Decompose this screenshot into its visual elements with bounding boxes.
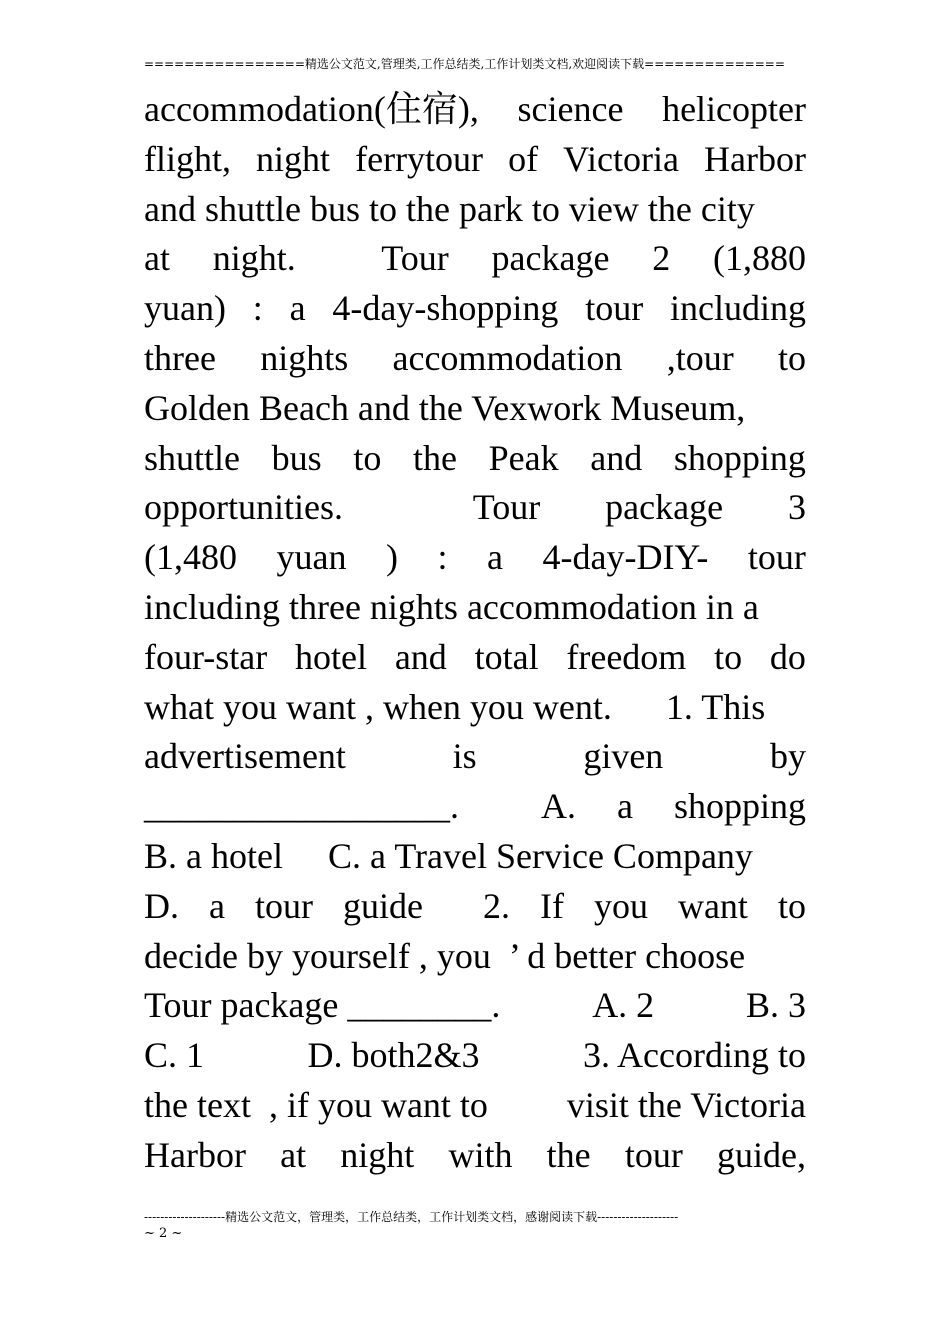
text-word: nights <box>260 337 349 378</box>
text-word: 3 <box>788 487 806 528</box>
text-word: night <box>256 138 331 179</box>
text-word: three <box>144 337 216 378</box>
text-line <box>144 135 806 185</box>
text-word: yuan) <box>144 288 226 329</box>
text-word: Tour <box>381 238 449 279</box>
text-word: you <box>593 885 648 926</box>
text-word: hotel <box>295 636 368 677</box>
text-word: Harbor <box>703 138 806 179</box>
text-word: a <box>209 885 225 926</box>
text-line <box>144 185 806 235</box>
text-word: accommodation(住宿), <box>144 89 479 129</box>
text-word: including three nights accommodation in a <box>144 586 759 627</box>
text-line <box>144 1031 806 1081</box>
text-word: package <box>491 238 610 279</box>
text-line <box>144 334 806 384</box>
text-word: the text , if you want to <box>144 1084 488 1125</box>
text-word: Harbor <box>144 1134 246 1175</box>
text-word: night. <box>212 238 296 279</box>
text-word: given <box>583 736 664 777</box>
text-word: shopping <box>673 437 806 478</box>
text-word: is <box>452 736 477 777</box>
text-word: tour <box>624 1134 683 1175</box>
page-number: ~ 2 ~ <box>144 1226 183 1241</box>
text-word: A. <box>541 786 576 827</box>
text-word: night <box>340 1134 415 1175</box>
text-word: 4-day-shopping <box>332 288 559 329</box>
text-word: ferrytour <box>355 138 484 179</box>
text-word: advertisement <box>144 736 346 777</box>
text-line <box>144 633 806 683</box>
text-line <box>144 583 806 633</box>
text-word: to <box>777 337 806 378</box>
text-word: 2 <box>652 238 671 279</box>
text-word: with <box>448 1134 513 1175</box>
text-word: the <box>546 1134 591 1175</box>
text-word: tour <box>585 288 644 329</box>
text-word: D. <box>144 885 179 926</box>
text-word: at <box>144 238 170 279</box>
text-word: the <box>413 437 457 478</box>
text-word: and <box>590 437 643 478</box>
text-line <box>144 483 806 533</box>
text-word: B. 3 <box>745 985 806 1026</box>
text-line <box>144 882 806 932</box>
text-word: decide by yourself , you ’ d better choose <box>144 935 746 976</box>
text-word: ) <box>385 537 398 578</box>
text-line <box>144 234 806 284</box>
text-word: of <box>508 138 539 179</box>
text-word: by <box>769 736 806 777</box>
text-word: D. both2&3 <box>307 1035 480 1076</box>
text-word: science <box>517 89 624 129</box>
text-word: (1,880 <box>712 238 806 279</box>
text-word: a <box>487 537 503 578</box>
text-word: four-star <box>144 636 268 677</box>
text-word: B. a hotel C. a Travel Service Company <box>144 835 753 876</box>
text-word: _________________. <box>144 786 459 827</box>
document-body <box>144 85 806 1181</box>
text-word: to <box>777 885 806 926</box>
text-word: C. 1 <box>144 1035 205 1076</box>
text-line <box>144 732 806 782</box>
text-word: 3. According to <box>583 1035 806 1076</box>
text-word: 4-day-DIY- <box>542 537 709 578</box>
text-word: what you want , when you went. 1. This <box>144 686 766 727</box>
text-word: 2. <box>482 885 510 926</box>
text-word: shuttle <box>144 437 240 478</box>
text-word: at <box>280 1134 307 1175</box>
text-word: a <box>289 288 306 329</box>
text-line <box>144 1081 806 1131</box>
text-word: tour <box>747 537 806 578</box>
text-word: freedom <box>566 636 687 677</box>
text-word: : <box>437 537 448 578</box>
text-line <box>144 981 806 1031</box>
text-word: bus <box>271 437 322 478</box>
text-line <box>144 683 806 733</box>
text-word: A. 2 <box>592 985 655 1026</box>
text-word: Victoria <box>563 138 679 179</box>
text-line <box>144 384 806 434</box>
text-word: package <box>605 487 724 528</box>
text-word: ,tour <box>666 337 734 378</box>
text-word: accommodation <box>392 337 623 378</box>
text-word: (1,480 <box>144 537 237 578</box>
text-word: want <box>677 885 748 926</box>
text-word: Tour <box>472 487 541 528</box>
text-word: flight, <box>144 138 231 179</box>
text-word: : <box>252 288 263 329</box>
text-word: total <box>474 636 539 677</box>
page-header: ================精选公文范文,管理类,工作总结类,工作计划类文档,欢迎阅读下载============== <box>144 57 785 71</box>
text-line <box>144 782 806 832</box>
text-word: and shuttle bus to the park to view the city <box>144 188 755 229</box>
text-word: and <box>394 636 447 677</box>
text-word: Tour package ________. <box>144 985 501 1026</box>
text-line <box>144 832 806 882</box>
text-word: tour <box>254 885 313 926</box>
text-word: to <box>353 437 382 478</box>
text-line <box>144 533 806 583</box>
text-word: visit the Victoria <box>566 1084 806 1125</box>
text-word: do <box>769 636 806 677</box>
text-word: Peak <box>488 437 559 478</box>
text-word: shopping <box>673 786 806 827</box>
text-line <box>144 1131 806 1181</box>
text-word: to <box>714 636 743 677</box>
text-word: including <box>670 288 806 329</box>
text-word: a <box>617 786 633 827</box>
text-word: guide <box>342 885 423 926</box>
text-line <box>144 284 806 334</box>
text-word: opportunities. <box>144 487 343 528</box>
text-line <box>144 932 806 982</box>
text-word: If <box>539 885 564 926</box>
text-line <box>144 85 806 135</box>
text-word: yuan <box>276 537 347 578</box>
text-line <box>144 434 806 484</box>
text-word: guide, <box>716 1134 806 1175</box>
text-word: helicopter <box>662 89 806 129</box>
page-footer: --------------------精选公文范文，管理类，工作总结类，工作计划类文档，感谢阅读下载-------------------- <box>144 1210 679 1224</box>
text-word: Golden Beach and the Vexwork Museum, <box>144 387 746 428</box>
